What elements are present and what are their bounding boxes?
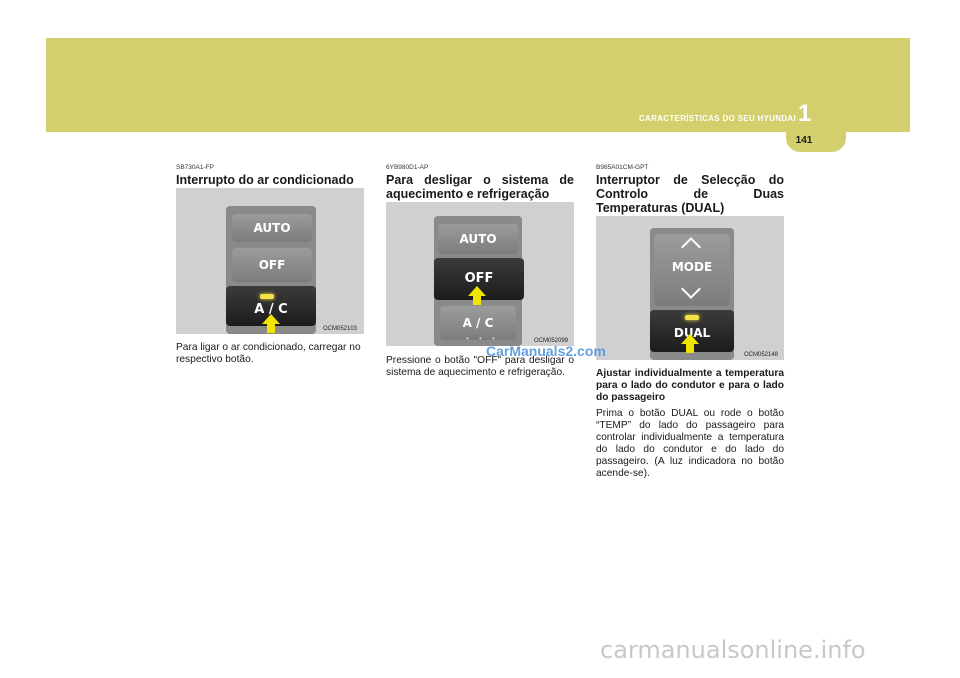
pointer-arrow-stem	[686, 344, 694, 353]
section-code: B985A01CM-GPT	[596, 164, 649, 171]
ac-indicator-light	[260, 294, 274, 299]
pointer-arrow-icon	[681, 334, 699, 344]
image-code: OCM052103	[323, 326, 358, 332]
ac-button-photo	[176, 188, 364, 334]
section-code: 6YB980D1-AP	[386, 164, 429, 171]
mode-label: MODE	[671, 260, 713, 274]
ac-button: A / C	[226, 286, 316, 326]
section-title-dual: Interruptor de Selecção do Controlo de Duas Temperaturas (DUAL)	[596, 173, 784, 215]
body-text-ac: Para ligar o ar condicionado, carregar no respectivo botão.	[176, 342, 361, 365]
chevron-up-icon	[681, 237, 701, 257]
pointer-arrow-stem	[267, 324, 275, 333]
section-title-off: Para desligar o sistema de aquecimento e refrigeração	[386, 173, 574, 201]
section-title: CARACTERÍSTICAS DO SEU HYUNDAI	[638, 114, 796, 123]
pointer-arrow-icon	[468, 286, 486, 296]
chapter-number: 1	[798, 100, 812, 127]
section-code: SB730A1-FP	[176, 164, 214, 171]
page-tab	[786, 132, 846, 152]
dual-button-photo	[596, 216, 784, 360]
body-text-dual: Prima o botão DUAL ou rode o botão “TEMP” do lado do passageiro para controlar individualmente a temperatura do lado do condutor e do lado do passageiro. (A luz indicadora no botão acende-se).	[596, 408, 784, 479]
footer-watermark: carmanualsonline.info	[600, 636, 866, 664]
page-number: 141	[795, 135, 813, 146]
indicator-dots: • • •	[466, 334, 499, 343]
auto-button: AUTO	[232, 214, 312, 242]
section-title-ac: Interrupto do ar condicionado	[176, 173, 354, 187]
off-button: OFF	[434, 258, 524, 300]
dual-indicator-light	[685, 315, 699, 320]
image-code: OCM052148	[744, 352, 779, 358]
chevron-down-icon	[681, 279, 701, 299]
overlay-watermark: CarManuals2.com	[486, 343, 606, 359]
off-button: OFF	[232, 248, 312, 282]
dual-text-block	[596, 368, 784, 480]
ac-button: A / C	[440, 306, 516, 340]
mode-button	[654, 234, 730, 306]
image-code: OCM052099	[534, 338, 569, 344]
column-ac-switch	[176, 164, 364, 187]
body-text-off: Pressione o botão "OFF" para desligar o sistema de aquecimento e refrigeração.	[386, 355, 574, 378]
off-button-photo	[386, 202, 574, 346]
column-dual-switch	[596, 164, 784, 215]
subheading-dual: Ajustar individualmente a temperatura para o lado do condutor e para o lado do passageiro	[596, 368, 784, 403]
auto-button: AUTO	[438, 224, 518, 254]
column-off-switch	[386, 164, 574, 201]
pointer-arrow-icon	[262, 314, 280, 324]
pointer-arrow-stem	[473, 296, 481, 305]
dual-button: DUAL	[650, 310, 734, 352]
